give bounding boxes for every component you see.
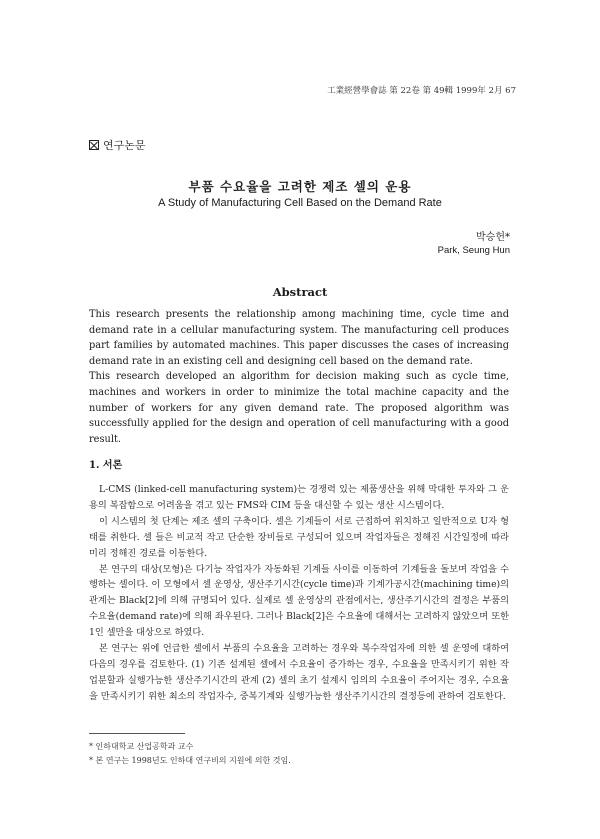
section-heading: 1. 서론 — [89, 460, 123, 471]
body-paragraph: 이 시스템의 첫 단계는 제조 셀의 구축이다. 셀은 기계들이 서로 근접하여 위치하고 일반적으로 U자 형태를 취한다. 셀 들은 비교적 작고 단순한 장비들로 구성되어 있으며 작업자들은 정해진 시간일정에 따라 미리 정해진 경로를 이동한다. — [89, 515, 509, 559]
section-tag — [89, 137, 146, 153]
abstract-paragraph: This research presents the relationship among machining time, cycle time and demand rate in a cellular manufacturing system. The manufacturing cell produces part families by automated machines. This paper discusses the cases of increasing demand rate in an existing cell and designing cell based on the demand rate. — [89, 309, 509, 367]
title-english: A Study of Manufacturing Cell Based on the Demand Rate — [158, 197, 442, 209]
abstract-heading: Abstract — [272, 285, 328, 299]
body-paragraph: 본 연구의 대상(모형)은 다기능 작업자가 자동화된 기계들 사이를 이동하여 기계들을 돌보며 작업을 수행하는 셀이다. 이 모형에서 셀 운영상, 생산주기시간(cycle time)과 기계가공시간(machining time)의 관계는 Black[2]에 의해 규명되어 있다. 실제로 셀 운영상의 관점에서는, 생산주기시간의 결정은 부품의 수요율(demand rate)에 의해 좌우된다. 그러나 Black[2]은 수요율에 대해서는 고려하지 않았으며 또한 1인 셀만을 대상으로 하였다. — [89, 563, 509, 639]
body-paragraph: 본 연구는 위에 언급한 셀에서 부품의 수요율을 고려하는 경우와 복수작업자에 의한 셀 운영에 대하여 다음의 경우를 검토한다. (1) 기존 설계된 셀에서 수요율이 증가하는 경우, 수요율을 만족시키기 위한 작업분할과 실행가능한 생산주기시간의 관계 (2) 셀의 초기 설계시 임의의 수요율이 주어지는 경우, 수요율을 만족시키기 위한 최소의 작업자수, 중복기계와 실행가능한 생산주기시간의 결정등에 관하여 검토한다. — [89, 643, 509, 702]
section-tag-label: 연구논문 — [103, 139, 146, 152]
author-korean: 박승헌* — [476, 232, 510, 243]
checkered-box-icon — [89, 140, 99, 150]
footnotes — [89, 740, 291, 768]
footnote: * 인하대학교 산업공학과 교수 — [89, 742, 194, 751]
body-paragraph: L-CMS (linked-cell manufacturing system)는 경쟁력 있는 제품생산을 위해 막대한 투자와 그 운용의 복잡함으로 어려움을 겪고 있는 FMS와 CIM 등을 대신할 수 있는 생산 시스템이다. — [89, 484, 509, 511]
footnote: * 본 연구는 1998년도 인하대 연구비의 지원에 의한 것임. — [89, 756, 291, 765]
abstract-body — [89, 307, 509, 447]
abstract-paragraph: This research developed an algorithm for decision making such as cycle time, machines and workers in order to minimize the total machine capacity and the number of workers for any given demand rate. The proposed algorithm was successfully applied for the design and operation of cell manufacturing with a good result. — [89, 371, 509, 445]
running-head: 工業經營學會誌 第 22卷 第 49輯 1999年 2月 67 — [327, 86, 516, 96]
author-english: Park, Seung Hun — [437, 245, 510, 256]
footnote-divider — [89, 733, 185, 734]
section-body — [89, 482, 509, 705]
title-korean: 부품 수요율을 고려한 제조 셀의 운용 — [188, 179, 412, 194]
